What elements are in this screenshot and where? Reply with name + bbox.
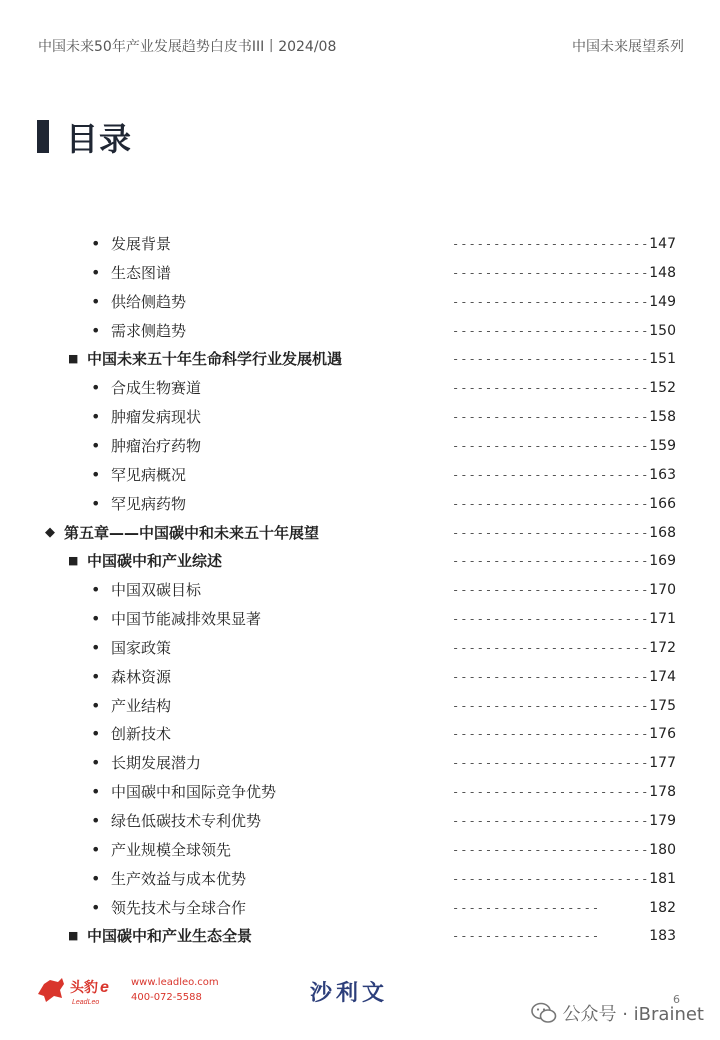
toc-leader-dashes: ------------------: [452, 929, 601, 944]
bullet-marker-icon: •: [91, 262, 101, 282]
toc-entry-label: 发展背景: [111, 235, 172, 253]
toc-entry-page: 169: [649, 553, 676, 570]
bullet-marker-icon: •: [91, 868, 101, 888]
toc-entry-bullet[interactable]: [0, 580, 720, 600]
toc-entry-page: 178: [649, 784, 676, 801]
toc-entry-label: 创新技术: [111, 725, 172, 744]
toc-entry-bullet[interactable]: [0, 407, 720, 427]
bullet-marker-icon: •: [91, 580, 101, 600]
toc-leader-dashes: ------------------------: [452, 467, 650, 482]
bullet-marker-icon: •: [91, 724, 101, 744]
toc-entry-page: 177: [649, 755, 676, 772]
toc-entry-page: 170: [649, 582, 676, 599]
bullet-marker-icon: •: [91, 464, 101, 484]
bullet-marker-icon: •: [91, 839, 101, 859]
toc-leader-dashes: ------------------------: [452, 381, 650, 396]
page-title: 目录: [66, 120, 133, 158]
toc-entry-bullet[interactable]: [0, 321, 720, 341]
bullet-marker-icon: •: [91, 493, 101, 513]
toc-entry-page: 147: [649, 236, 676, 252]
toc-entry-bullet[interactable]: [0, 667, 720, 687]
toc-entry-page: 163: [649, 466, 676, 483]
bullet-marker-icon: •: [91, 291, 101, 311]
toc-entry-page: 176: [649, 726, 676, 743]
toc-entry-label: 国家政策: [111, 638, 172, 657]
toc-entry-bullet[interactable]: [0, 378, 720, 398]
toc-leader-dashes: ------------------------: [452, 842, 650, 857]
toc-entry-label: 中国未来五十年生命科学行业发展机遇: [87, 350, 343, 369]
logo-e: e: [100, 979, 109, 996]
toc-leader-dashes: ------------------------: [452, 871, 650, 886]
page-number: 6: [673, 993, 680, 1006]
bullet-marker-icon: •: [91, 378, 101, 398]
toc-entry-bullet[interactable]: [0, 263, 720, 283]
toc-leader-dashes: ------------------------: [452, 669, 650, 684]
toc-leader-dashes: ------------------------: [452, 265, 650, 280]
toc-entry-bullet[interactable]: [0, 753, 720, 773]
bullet-marker-icon: •: [91, 637, 101, 657]
toc-entry-label: 领先技术与全球合作: [111, 898, 247, 917]
leadleo-logo: [36, 974, 128, 1006]
watermark: [531, 1000, 705, 1026]
header-title: 中国未来50年产业发展趋势白皮书III丨2024/08: [38, 39, 337, 55]
toc-entry-label: 肿瘤发病现状: [111, 408, 202, 427]
toc-entry-label: 森林资源: [111, 667, 172, 686]
bullet-marker-icon: •: [91, 609, 101, 629]
toc-entry-page: 166: [649, 495, 676, 512]
toc-entry-page: 150: [649, 322, 676, 339]
toc-entry-page: 158: [649, 409, 676, 426]
toc-entry-page: 179: [649, 813, 676, 829]
toc-entry-page: 159: [649, 437, 676, 454]
toc-leader-dashes: ------------------------: [452, 756, 650, 771]
toc-leader-dashes: ------------------------: [452, 554, 650, 569]
toc-leader-dashes: ------------------------: [452, 294, 650, 309]
toc-entry-page: 181: [649, 870, 676, 887]
toc-entry-bullet[interactable]: [0, 465, 720, 485]
bullet-marker-icon: •: [91, 811, 101, 830]
toc-entry-bullet[interactable]: [0, 609, 720, 629]
toc-leader-dashes: ------------------------: [452, 237, 650, 251]
toc-entry-label: 第五章——中国碳中和未来五十年展望: [64, 523, 320, 542]
toc-leader-dashes: ------------------------: [452, 814, 650, 828]
title-accent-bar: [37, 120, 49, 153]
toc-leader-dashes: ------------------------: [452, 352, 650, 367]
toc-entry-section[interactable]: [0, 349, 720, 369]
toc-entry-bullet[interactable]: [0, 696, 720, 716]
toc-entry-bullet[interactable]: [0, 494, 720, 514]
toc-entry-page: 149: [649, 293, 676, 310]
toc-leader-dashes: ------------------------: [452, 640, 650, 655]
toc-entry-label: 中国双碳目标: [111, 581, 202, 600]
logo-text: 头豹: [70, 979, 98, 995]
toc-entry-bullet[interactable]: [0, 436, 720, 456]
chapter-marker-icon: ◆: [45, 524, 55, 540]
toc-entry-chapter[interactable]: [0, 523, 720, 543]
sullivan-logo-text: 沙利文: [310, 981, 389, 1006]
section-marker-icon: ■: [68, 929, 79, 943]
toc-entry-page: 172: [649, 639, 676, 656]
wechat-icon: [531, 1002, 557, 1024]
bullet-marker-icon: •: [91, 234, 101, 253]
watermark-text: 公众号 · iBrainet: [562, 1004, 704, 1025]
toc-leader-dashes: ------------------------: [452, 727, 650, 742]
toc-entry-page: 148: [649, 264, 676, 281]
toc-entry-page: 183: [649, 928, 676, 945]
toc-entry-label: 生产效益与成本优势: [111, 869, 247, 888]
bullet-marker-icon: •: [91, 753, 101, 773]
toc-entry-section[interactable]: [0, 551, 720, 571]
toc-entry-label: 中国碳中和国际竞争优势: [111, 783, 277, 802]
toc-entry-section[interactable]: [0, 926, 720, 946]
logo-subtext: LeadLeo: [72, 999, 100, 1006]
section-marker-icon: ■: [68, 554, 79, 568]
toc-entry-label: 生态图谱: [111, 263, 172, 282]
toc-entry-label: 罕见病概况: [111, 465, 187, 484]
toc-entry-bullet[interactable]: [0, 234, 720, 254]
toc-entry-label: 产业结构: [111, 696, 172, 715]
toc-entry-label: 中国碳中和产业综述: [87, 552, 223, 571]
bullet-marker-icon: •: [91, 407, 101, 427]
toc-entry-bullet[interactable]: [0, 811, 720, 831]
toc-leader-dashes: ------------------------: [452, 583, 650, 598]
toc-entry-bullet[interactable]: [0, 724, 720, 744]
toc-entry-label: 绿色低碳技术专利优势: [111, 812, 262, 830]
toc-entry-page: 175: [649, 697, 676, 714]
toc-entry-page: 152: [649, 380, 676, 397]
toc-entry-page: 168: [649, 524, 676, 541]
bullet-marker-icon: •: [91, 897, 101, 917]
header-series: 中国未来展望系列: [572, 39, 684, 55]
toc-entry-bullet[interactable]: [0, 782, 720, 802]
toc-leader-dashes: ------------------: [452, 900, 601, 915]
bullet-marker-icon: •: [91, 320, 101, 340]
toc-entry-page: 174: [649, 668, 676, 685]
toc-entry-label: 合成生物赛道: [111, 379, 202, 398]
toc-leader-dashes: ------------------------: [452, 612, 650, 627]
toc-entry-label: 产业规模全球领先: [111, 840, 232, 859]
toc-leader-dashes: ------------------------: [452, 410, 650, 425]
toc-entry-label: 中国节能减排效果显著: [111, 610, 262, 629]
footer-url[interactable]: www.leadleo.com: [131, 977, 219, 988]
toc-entry-bullet[interactable]: [0, 292, 720, 312]
toc-entry-label: 供给侧趋势: [111, 292, 187, 311]
toc-entry-page: 182: [649, 899, 676, 916]
bullet-marker-icon: •: [91, 695, 101, 715]
toc-leader-dashes: ------------------------: [452, 525, 650, 540]
toc-entry-page: 171: [649, 611, 676, 628]
toc-entry-label: 中国碳中和产业生态全景: [87, 927, 253, 946]
toc-leader-dashes: ------------------------: [452, 323, 650, 338]
toc-entry-label: 肿瘤治疗药物: [111, 436, 202, 455]
toc-entry-bullet[interactable]: [0, 898, 720, 918]
toc-entry-bullet[interactable]: [0, 840, 720, 860]
bullet-marker-icon: •: [91, 435, 101, 455]
toc-entry-label: 罕见病药物: [111, 494, 187, 513]
toc-leader-dashes: ------------------------: [452, 496, 650, 511]
toc-entry-label: 需求侧趋势: [111, 321, 187, 340]
toc-entry-label: 长期发展潜力: [111, 754, 202, 773]
bullet-marker-icon: •: [91, 666, 101, 686]
toc-entry-bullet[interactable]: [0, 869, 720, 889]
toc-entry-page: 151: [649, 351, 676, 368]
toc-leader-dashes: ------------------------: [452, 785, 650, 800]
toc-entry-page: 180: [649, 841, 676, 858]
footer-phone: 400-072-5588: [131, 992, 202, 1003]
section-marker-icon: ■: [68, 352, 79, 366]
bullet-marker-icon: •: [91, 782, 101, 802]
toc-entry-bullet[interactable]: [0, 638, 720, 658]
toc-leader-dashes: ------------------------: [452, 438, 650, 453]
toc-leader-dashes: ------------------------: [452, 698, 650, 713]
